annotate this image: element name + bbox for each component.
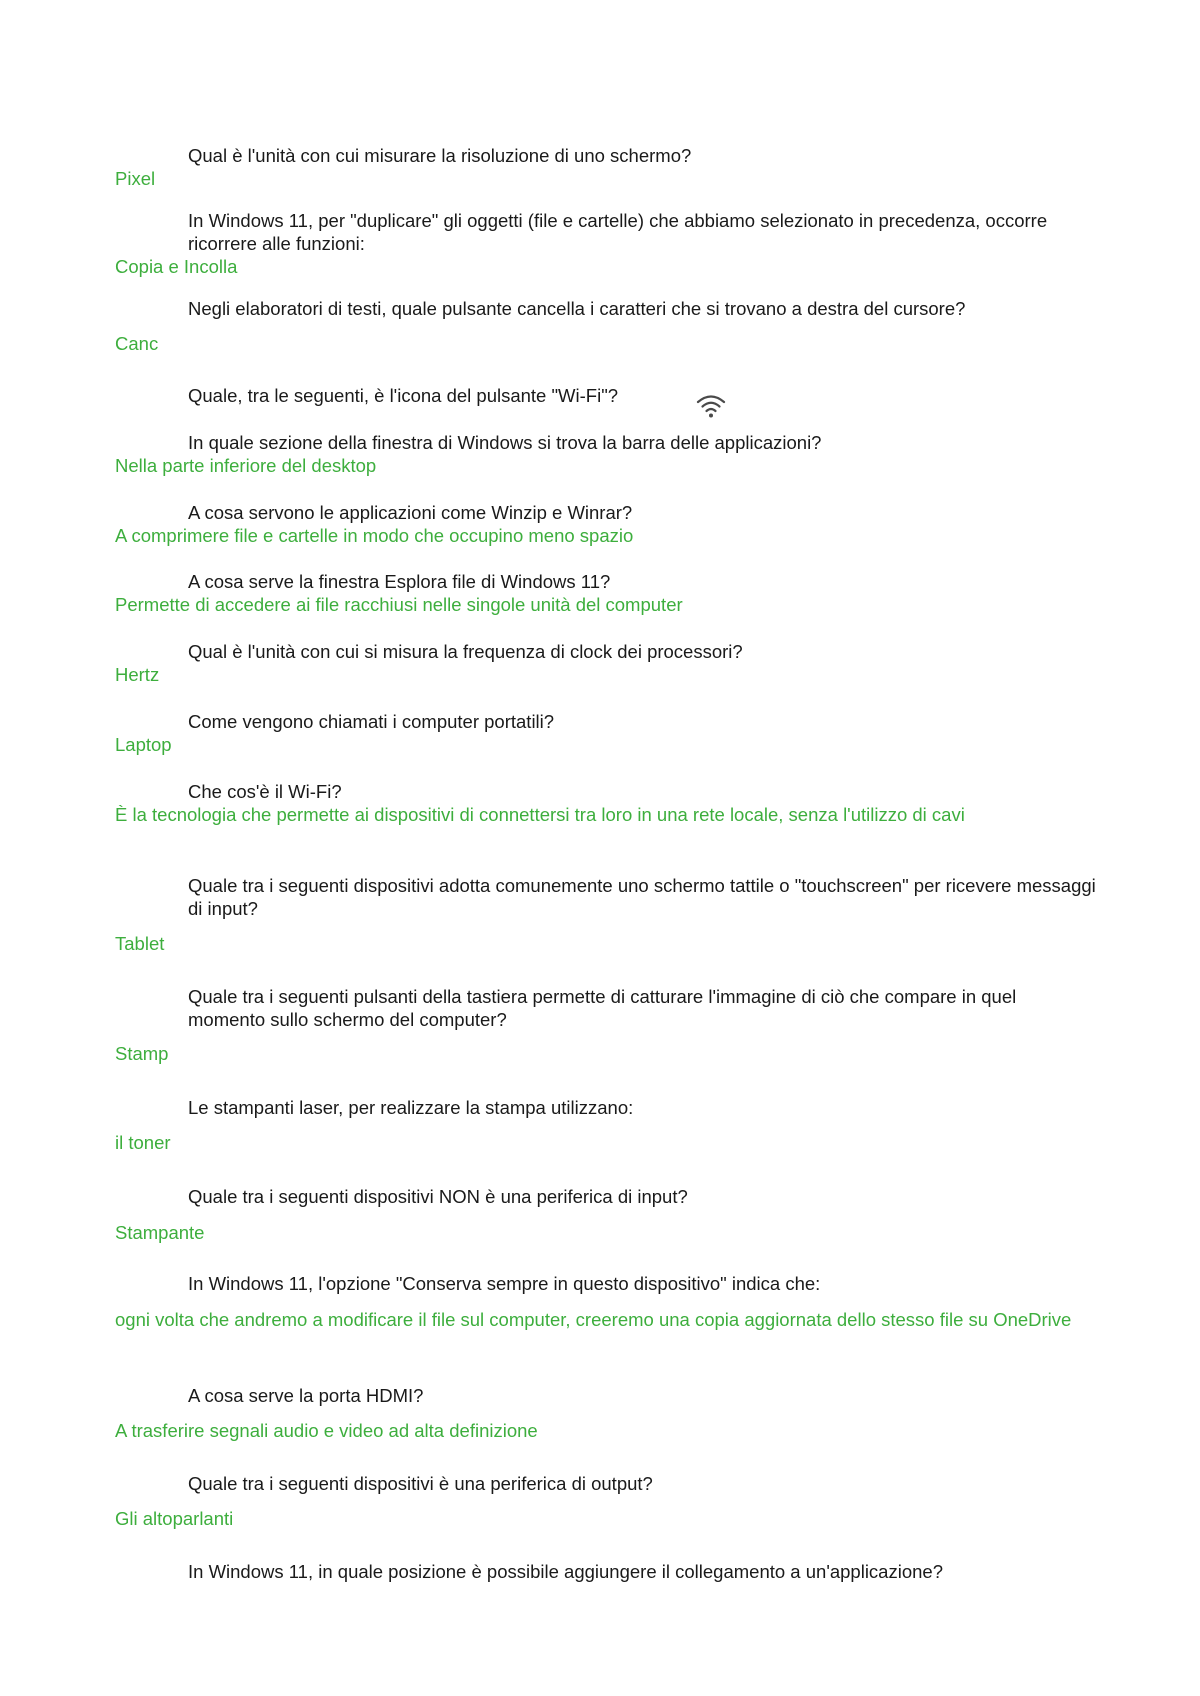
- answer-1: Pixel: [115, 168, 156, 189]
- question-15: In Windows 11, l'opzione "Conserva sempre in questo dispositivo" indica che:: [188, 1273, 821, 1294]
- question-10: Che cos'è il Wi-Fi?: [188, 781, 342, 802]
- question-11: Quale tra i seguenti dispositivi adotta comunemente uno schermo tattile o "touchscreen" per ricevere messaggi di input?: [188, 875, 1096, 919]
- answer-15: ogni volta che andremo a modificare il file sul computer, creeremo una copia aggiornata dello stesso file su OneDrive: [115, 1309, 1072, 1330]
- question-18: In Windows 11, in quale posizione è possibile aggiungere il collegamento a un'applicazione?: [188, 1561, 943, 1582]
- answer-9: Laptop: [115, 734, 172, 755]
- question-14: Quale tra i seguenti dispositivi NON è una periferica di input?: [188, 1186, 688, 1207]
- question-9: Come vengono chiamati i computer portatili?: [188, 711, 555, 732]
- answer-7: Permette di accedere ai file racchiusi nelle singole unità del computer: [115, 594, 683, 615]
- question-4: Quale, tra le seguenti, è l'icona del pulsante "Wi-Fi"?: [188, 385, 619, 406]
- question-6: A cosa servono le applicazioni come Winzip e Winrar?: [188, 502, 633, 523]
- answer-12: Stamp: [115, 1043, 169, 1064]
- question-3: Negli elaboratori di testi, quale pulsante cancella i caratteri che si trovano a destra del cursore?: [188, 298, 966, 319]
- answer-13: il toner: [115, 1132, 171, 1153]
- answer-14: Stampante: [115, 1222, 205, 1243]
- answer-6: A comprimere file e cartelle in modo che occupino meno spazio: [115, 525, 634, 546]
- answer-17: Gli altoparlanti: [115, 1508, 234, 1529]
- question-12: Quale tra i seguenti pulsanti della tastiera permette di catturare l'immagine di ciò che compare in quel momento sullo schermo del computer?: [188, 986, 1017, 1030]
- question-1: Qual è l'unità con cui misurare la risoluzione di uno schermo?: [188, 145, 692, 166]
- wifi-icon: [696, 393, 726, 419]
- answer-10: È la tecnologia che permette ai dispositivi di connettersi tra loro in una rete locale, senza l'utilizzo di cavi: [115, 804, 965, 825]
- question-13: Le stampanti laser, per realizzare la stampa utilizzano:: [188, 1097, 634, 1118]
- answer-11: Tablet: [115, 933, 165, 954]
- question-8: Qual è l'unità con cui si misura la frequenza di clock dei processori?: [188, 641, 743, 662]
- question-5: In quale sezione della finestra di Windows si trova la barra delle applicazioni?: [188, 432, 822, 453]
- question-17: Quale tra i seguenti dispositivi è una periferica di output?: [188, 1473, 653, 1494]
- answer-2: Copia e Incolla: [115, 256, 238, 277]
- answer-3: Canc: [115, 333, 159, 354]
- question-7: A cosa serve la finestra Esplora file di Windows 11?: [188, 571, 611, 592]
- answer-8: Hertz: [115, 664, 160, 685]
- question-2: In Windows 11, per "duplicare" gli oggetti (file e cartelle) che abbiamo selezionato in precedenza, occorre ricorrere alle funzioni:: [188, 210, 1048, 254]
- answer-5: Nella parte inferiore del desktop: [115, 455, 377, 476]
- answer-16: A trasferire segnali audio e video ad alta definizione: [115, 1420, 538, 1441]
- question-16: A cosa serve la porta HDMI?: [188, 1385, 424, 1406]
